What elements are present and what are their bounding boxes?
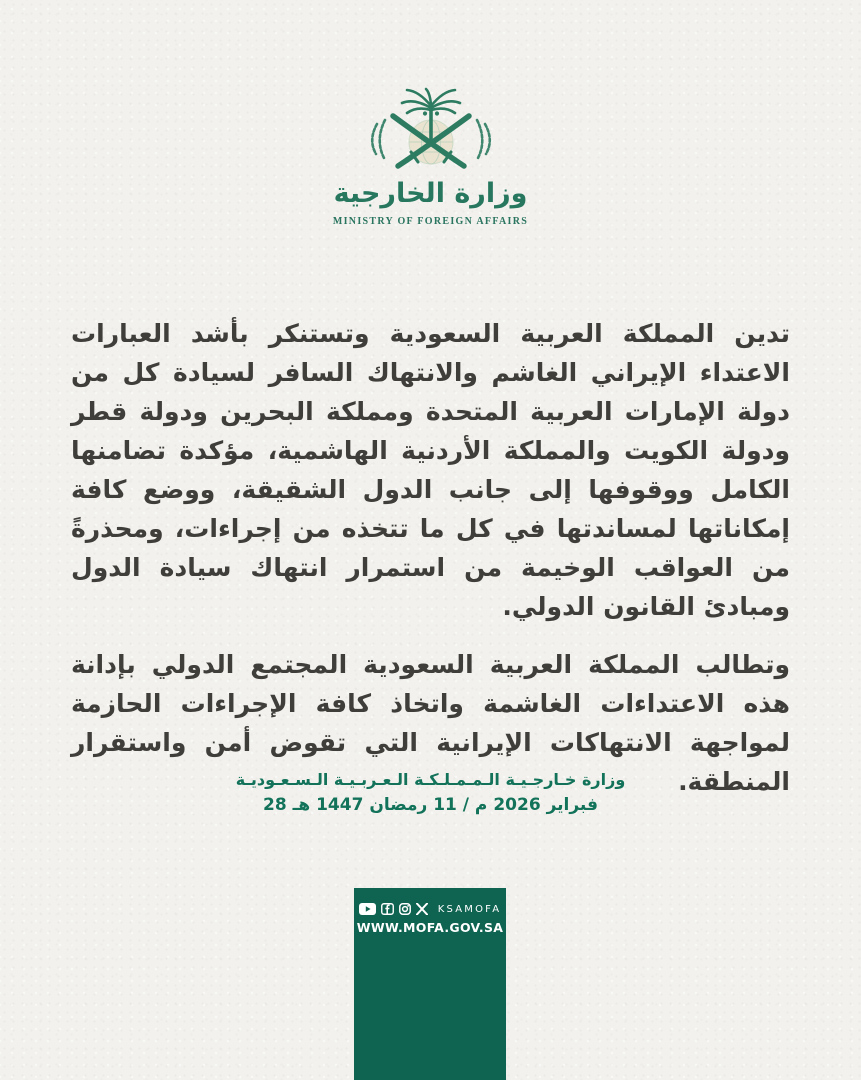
- statement-body: [71, 314, 790, 801]
- footer-brand-bar: [354, 888, 506, 1080]
- issuer-name: وزارة خـارجـيـة الـمـمـلـكـة الـعـربـيـة الـسـعـوديـة: [235, 770, 626, 789]
- ministry-name-english: MINISTRY OF FOREIGN AFFAIRS: [332, 216, 529, 227]
- youtube-icon: [359, 903, 376, 915]
- statement-date: 28 فبراير 2026 م / 11 رمضان 1447 هـ: [262, 795, 599, 815]
- x-icon: [416, 903, 428, 915]
- instagram-icon: [399, 903, 411, 915]
- ministry-name-arabic: وزارة الخارجية: [333, 178, 528, 209]
- signature-block: [0, 770, 861, 815]
- social-handle: KSAMOFA: [437, 903, 502, 915]
- statement-paragraph-2: وتطالب المملكة العربية السعودية المجتمع الدولي بإدانة هذه الاعتداءات الغاشمة واتخاذ كافة الإجراءات الحازمة لمواجهة الانتهاكات الإيرانية التي تقوض أمن واستقرار المنطقة.: [71, 650, 790, 796]
- saudi-palm-and-crossed-swords-emblem: [0, 86, 861, 178]
- statement-paragraph-1: تدين المملكة العربية السعودية وتستنكر بأشد العبارات الاعتداء الإيراني الغاشم والانتهاك السافر لسيادة كل من دولة الإمارات العربية المتحدة ومملكة البحرين ودولة قطر ودولة الكويت والمملكة الأردنية الهاشمية، مؤكدة تضامنها الكامل ووقوفها إلى جانب الدول الشقيقة، ووضع كافة إمكاناتها لمساندتها في كل ما تتخذه من إجراءات، ومحذرةً من العواقب الوخيمة من استمرار انتهاك سيادة الدول ومبادئ القانون الدولي.: [71, 319, 790, 621]
- website-url: WWW.MOFA.GOV.SA: [356, 920, 504, 935]
- social-icons-row: [354, 903, 506, 915]
- ministry-header: [0, 86, 861, 227]
- facebook-icon: [381, 903, 394, 915]
